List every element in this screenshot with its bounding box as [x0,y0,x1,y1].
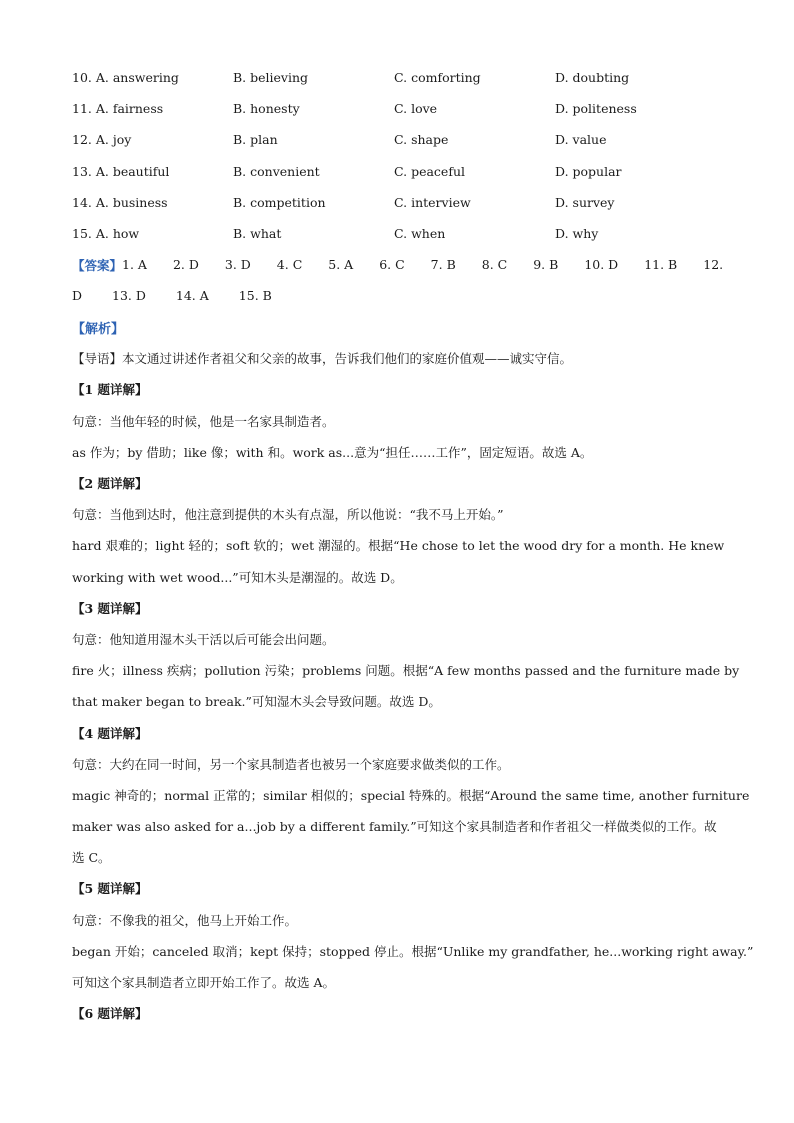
answer-item: D [72,288,83,304]
answer-item: 13. D [112,288,146,304]
option-a: 15. A. how [72,226,140,242]
answer-item: 14. A [175,288,209,304]
option-d: D. doubting [555,70,630,86]
options-list [72,62,724,249]
answer-line-1 [72,249,724,280]
option-row [72,218,724,249]
answer-item: 7. B [430,257,456,273]
option-c: C. peaceful [394,163,465,179]
section-line: magic 神奇的；normal 正常的；similar 相似的；special 特殊的。根据“Around the same time, another furniture [72,787,750,803]
option-row [72,124,724,155]
section-line: maker was also asked for a...job by a different family.”可知这个家具制造者和作者祖父一样做类似的工作。故 [72,819,717,835]
option-a: 13. A. beautiful [72,163,170,179]
section-heading: 【1 题详解】 [72,382,148,398]
answer-line-2 [72,280,724,311]
section-heading: 【4 题详解】 [72,725,148,741]
option-d: D. survey [555,194,615,210]
option-c: C. shape [394,132,449,148]
answer-item: 2. D [172,257,199,273]
guide-text: 【导语】本文通过讲述作者祖父和父亲的故事，告诉我们他们的家庭价值观——诚实守信。 [72,351,573,367]
section-line: began 开始；canceled 取消；kept 保持；stopped 停止。根据“Unlike my grandfather, he...working right away.” [72,943,754,959]
section-line: 句意：他知道用湿木头干活以后可能会出问题。 [72,631,335,647]
section-line: 句意：不像我的祖父，他马上开始工作。 [72,912,298,928]
answer-item: 5. A [328,257,354,273]
section-line: that maker began to break.”可知湿木头会导致问题。故选 D。 [72,694,441,710]
option-row [72,62,724,93]
option-row [72,187,724,218]
option-c: C. love [394,101,438,117]
section-line: working with wet wood...”可知木头是潮湿的。故选 D。 [72,569,403,585]
option-b: B. honesty [233,101,300,117]
option-c: C. when [394,226,446,242]
option-d: D. value [555,132,607,148]
answer-item: 4. C [276,257,303,273]
option-c: C. comforting [394,70,481,86]
section-line: as 作为；by 借助；like 像；with 和。work as...意为“担任……工作”，固定短语。故选 A。 [72,444,593,460]
answer-item: 15. B [238,288,272,304]
option-row [72,93,724,124]
option-b: B. convenient [233,163,320,179]
answer-item: 11. B [644,257,678,273]
option-a: 12. A. joy [72,132,132,148]
document-page [72,62,754,1029]
option-a: 10. A. answering [72,70,179,86]
section-heading: 【5 题详解】 [72,881,148,897]
section-heading: 【2 题详解】 [72,476,148,492]
option-b: B. plan [233,132,278,148]
option-c: C. interview [394,194,471,210]
section-line: hard 艰难的；light 轻的；soft 软的；wet 潮湿的。根据“He chose to let the wood dry for a month. He knew [72,538,725,554]
option-b: B. believing [233,70,309,86]
option-b: B. competition [233,194,326,210]
option-row [72,156,724,187]
analysis-heading: 【解析】 [72,321,125,337]
option-d: D. politeness [555,101,637,117]
answer-item: 9. B [533,257,559,273]
section-line: fire 火；illness 疾病；pollution 污染；problems 问题。根据“A few months passed and the furniture made by [72,663,740,679]
option-a: 11. A. fairness [72,101,164,117]
answer-item: 12. [703,257,724,273]
answer-item: 10. D [584,257,619,273]
answer-item: 3. D [224,257,251,273]
section-line: 选 C。 [72,850,111,866]
section-line: 句意：当他到达时，他注意到提供的木头有点湿，所以他说：“我不马上开始。” [72,507,504,523]
section-line: 句意：大约在同一时间，另一个家具制造者也被另一个家庭要求做类似的工作。 [72,756,510,772]
answer-item: 6. C [379,257,405,273]
section-line: 句意：当他年轻的时候，他是一名家具制造者。 [72,413,335,429]
section-line: 可知这个家具制造者立即开始工作了。故选 A。 [72,975,336,991]
explanation-sections [72,374,754,1029]
option-d: D. popular [555,163,622,179]
section-heading: 【6 题详解】 [72,1006,148,1022]
option-a: 14. A. business [72,194,168,210]
answer-item: 1. A [122,257,147,273]
option-b: B. what [233,226,282,242]
option-d: D. why [555,226,599,242]
answer-tag: 【答案】 [72,257,123,273]
answer-item: 8. C [481,257,508,273]
section-heading: 【3 题详解】 [72,600,148,616]
